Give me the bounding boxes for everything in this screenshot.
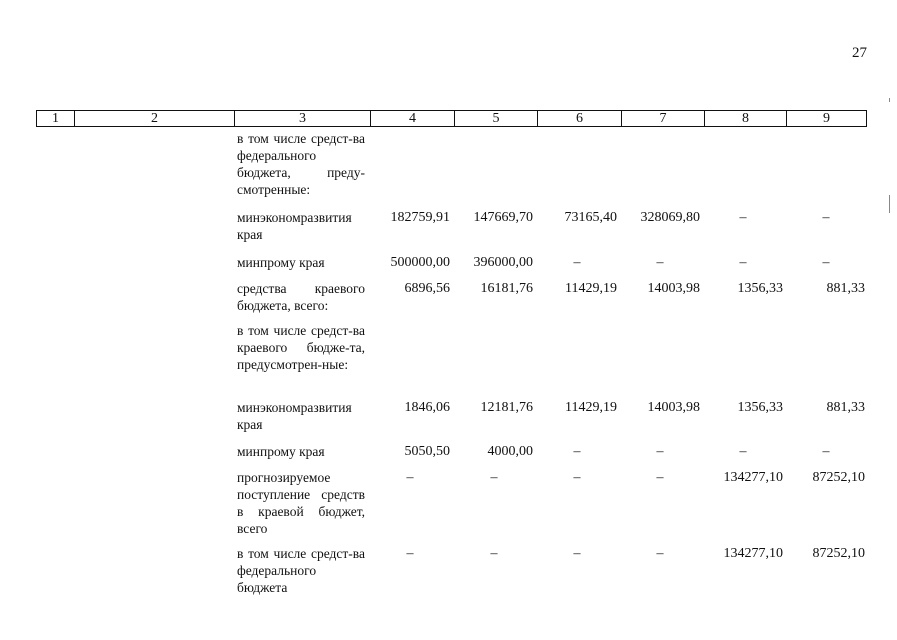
cell-col-5: – [490,546,498,561]
cell-col-6: 73165,40 [564,210,617,225]
cell-col-4: 500000,00 [390,255,450,270]
scan-mark [889,98,890,102]
header-col-7: 7 [622,111,705,126]
cell-col-6: – [573,255,581,270]
cell-col-5: 4000,00 [487,444,533,459]
cell-col-7: – [656,546,664,561]
page-number: 27 [852,45,867,61]
cell-col-5: 16181,76 [480,281,533,296]
cell-col-5: 147669,70 [473,210,533,225]
header-col-1: 1 [37,111,75,126]
cell-col-6: – [573,546,581,561]
cell-col-9: – [822,210,830,225]
cell-col-6: 11429,19 [565,281,617,296]
cell-col-4: 5050,50 [404,444,450,459]
cell-col-4: 6896,56 [404,281,450,296]
cell-col-7: – [656,470,664,485]
cell-col-5: 396000,00 [473,255,533,270]
row-label: минэкономразвития края [237,210,352,242]
cell-col-9: 881,33 [826,281,865,296]
cell-col-9: 87252,10 [812,470,865,485]
cell-col-7: 14003,98 [647,400,700,415]
scan-mark [889,195,890,213]
header-col-8: 8 [705,111,787,126]
header-col-9: 9 [823,111,830,126]
row-label: минпрому края [237,444,325,459]
cell-col-8: 134277,10 [723,546,783,561]
cell-col-9: 881,33 [826,400,865,415]
cell-col-9: – [822,444,830,459]
cell-col-8: 134277,10 [723,470,783,485]
cell-col-8: – [739,444,747,459]
row-label: в том числе средст-ва федерального бюджета, преду-смотренные: [237,131,365,197]
cell-col-4: – [406,546,414,561]
cell-col-7: – [656,255,664,270]
cell-col-8: 1356,33 [737,281,783,296]
header-col-4: 4 [371,111,455,126]
row-label: средства краевого бюджета, всего: [237,281,365,313]
header-col-5: 5 [455,111,538,126]
row-label: прогнозируемое поступление средств в краевой бюджет, всего [237,470,365,536]
cell-col-8: 1356,33 [737,400,783,415]
row-label: в том числе средст-ва краевого бюдже-та, предусмотрен-ные: [237,323,365,372]
cell-col-8: – [739,210,747,225]
header-col-2: 2 [75,111,235,126]
row-label: в том числе средст-ва федерального бюджета [237,546,365,595]
cell-col-8: – [739,255,747,270]
cell-col-7: 14003,98 [647,281,700,296]
header-col-6: 6 [538,111,622,126]
row-label: минпрому края [237,255,325,270]
row-label: минэкономразвития края [237,400,352,432]
cell-col-9: 87252,10 [812,546,865,561]
header-col-3: 3 [235,111,371,126]
cell-col-4: 1846,06 [404,400,450,415]
cell-col-4: – [406,470,414,485]
cell-col-9: – [822,255,830,270]
cell-col-5: 12181,76 [480,400,533,415]
table-header [36,110,867,127]
cell-col-6: – [573,444,581,459]
cell-col-5: – [490,470,498,485]
cell-col-6: 11429,19 [565,400,617,415]
cell-col-6: – [573,470,581,485]
cell-col-7: 328069,80 [640,210,700,225]
cell-col-4: 182759,91 [390,210,450,225]
cell-col-7: – [656,444,664,459]
